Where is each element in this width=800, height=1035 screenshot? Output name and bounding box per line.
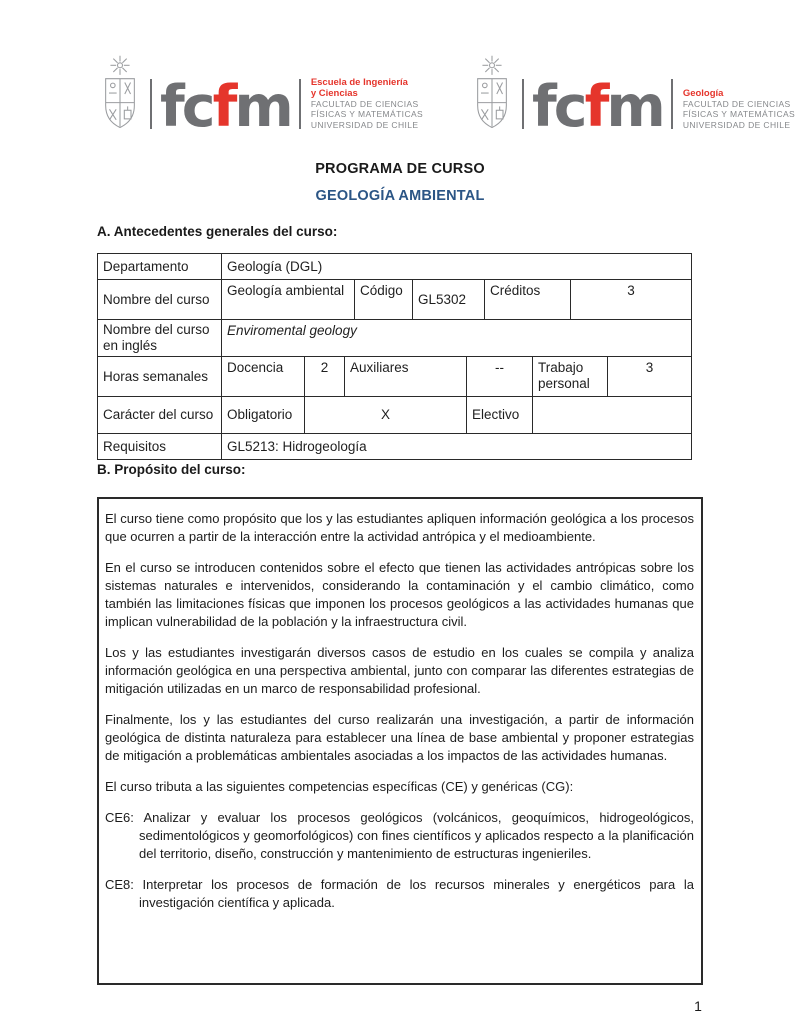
cell-trabajo-label: Trabajo personal xyxy=(533,357,608,397)
page-number: 1 xyxy=(694,998,702,1014)
logo-fcfm-escuela xyxy=(98,52,424,141)
cell-requisitos-value: GL5213: Hidrogeología xyxy=(222,434,692,460)
logo-rule-icon xyxy=(299,79,301,129)
logo-faculty-line: FACULTAD DE CIENCIAS xyxy=(682,98,791,109)
wordmark-gray-letters: m xyxy=(234,74,291,141)
logo-rule-icon xyxy=(522,79,524,129)
wordmark-gray-letters: fc xyxy=(532,74,585,141)
cell-trabajo-value: 3 xyxy=(608,357,692,397)
cell-auxiliares-label: Auxiliares xyxy=(345,357,467,397)
fcfm-wordmark xyxy=(532,74,663,141)
logo-fcfm-geologia xyxy=(470,52,796,141)
cell-horas-label: Horas semanales xyxy=(98,357,222,397)
purpose-paragraph: En el curso se introducen contenidos sobre el efecto que tienen las actividades antrópicas sobre los sistemas naturales e intervenidos, considerando la contaminación y el cambio climático, como también las limitaciones físicas que imponen los procesos geológicos a las actividades humanas que implican vulnerabilidad de la población y la infraestructura civil. xyxy=(105,560,694,629)
cell-codigo-value: GL5302 xyxy=(413,280,485,320)
purpose-paragraph: El curso tributa a las siguientes competencias específicas (CE) y genéricas (CG): xyxy=(105,779,574,794)
cell-docencia-value: 2 xyxy=(305,357,345,397)
cell-nombre-value: Geología ambiental xyxy=(222,280,355,320)
cell-caracter-label: Carácter del curso xyxy=(98,397,222,434)
document-subtitle: GEOLOGÍA AMBIENTAL xyxy=(315,188,485,204)
cell-ingles-label: Nombre del curso en inglés xyxy=(98,320,222,357)
section-a-heading: A. Antecedentes generales del curso: xyxy=(97,224,338,239)
cell-electivo-label: Electivo xyxy=(467,397,533,434)
purpose-paragraph: Los y las estudiantes investigarán diversos casos de estudio en los cuales se compila y analiza información geológica en una perspectiva ambiental, junto con comparar las diferentes estrategias de mitigación utilizadas en un marco de responsabilidad profesional. xyxy=(105,645,694,696)
competencia-code: CE8: xyxy=(105,877,134,892)
wordmark-red-letter: f xyxy=(584,74,607,141)
cell-creditos-label: Créditos xyxy=(485,280,571,320)
cell-nombre-label: Nombre del curso xyxy=(98,280,222,320)
fcfm-wordmark xyxy=(160,74,291,141)
cell-auxiliares-value: -- xyxy=(467,357,533,397)
course-info-table xyxy=(97,253,692,460)
cell-departamento-value: Geología (DGL) xyxy=(222,254,692,280)
logo-rule-icon xyxy=(150,79,152,129)
wordmark-gray-letters: fc xyxy=(160,74,213,141)
logo-unit-line: Geología xyxy=(682,87,724,99)
uchile-crest-icon xyxy=(98,54,142,134)
logo-text-block xyxy=(309,77,423,131)
competencia-text: Analizar y evaluar los procesos geológicos (volcánicos, geoquímicos, hidrogeológicos, sedimentológicos y geomorfológicos) con fines científicos y aplicados respecto a la planificación del territorio, diseño, construcción y mantenimiento de estructuras ingenieriles. xyxy=(139,810,695,861)
wordmark-red-letter: f xyxy=(212,74,235,141)
wordmark-gray-letters: m xyxy=(606,74,663,141)
cell-electivo-value xyxy=(533,397,692,434)
logo-unit-line: Escuela de Ingeniería xyxy=(310,76,408,88)
cell-ingles-value: Enviromental geology xyxy=(222,320,692,357)
competencia-code: CE6: xyxy=(105,810,134,825)
cell-docencia-label: Docencia xyxy=(222,357,305,397)
section-b-heading: B. Propósito del curso: xyxy=(97,462,246,477)
document-title: PROGRAMA DE CURSO xyxy=(315,161,485,177)
logo-rule-icon xyxy=(671,79,673,129)
competencia-text: Interpretar los procesos de formación de los recursos minerales y energéticos para la investigación científica y aplicada. xyxy=(139,877,694,910)
course-purpose-box xyxy=(97,497,703,985)
competencia-item xyxy=(105,876,694,912)
competencia-item xyxy=(105,809,694,863)
cell-departamento-label: Departamento xyxy=(98,254,222,280)
purpose-paragraph: El curso tiene como propósito que los y las estudiantes apliquen información geológica a los procesos que ocurren a partir de la interacción entre la actividad antrópica y el medioambiente. xyxy=(105,511,694,544)
cell-requisitos-label: Requisitos xyxy=(98,434,222,460)
purpose-paragraph: Finalmente, los y las estudiantes del curso realizarán una investigación, a partir de información geológica de distinta naturaleza para establecer una línea de base ambiental y proponer estrategias de mitigación a problemáticas ambientales asociadas a los impactos de las actividades humanas. xyxy=(105,712,694,763)
logo-faculty-line: UNIVERSIDAD DE CHILE xyxy=(682,119,791,130)
logo-faculty-line: FÍSICAS Y MATEMÁTICAS xyxy=(682,109,796,119)
cell-obligatorio-label: Obligatorio xyxy=(222,397,305,434)
logo-faculty-line: FÍSICAS Y MATEMÁTICAS xyxy=(310,109,424,119)
cell-codigo-label: Código xyxy=(355,280,413,320)
cell-creditos-value: 3 xyxy=(571,280,692,320)
logo-unit-line: y Ciencias xyxy=(310,87,358,99)
logo-faculty-line: FACULTAD DE CIENCIAS xyxy=(310,98,419,109)
uchile-crest-icon xyxy=(470,54,514,134)
logo-faculty-line: UNIVERSIDAD DE CHILE xyxy=(310,119,419,130)
logo-text-block xyxy=(681,88,795,131)
cell-obligatorio-value: X xyxy=(305,397,467,434)
